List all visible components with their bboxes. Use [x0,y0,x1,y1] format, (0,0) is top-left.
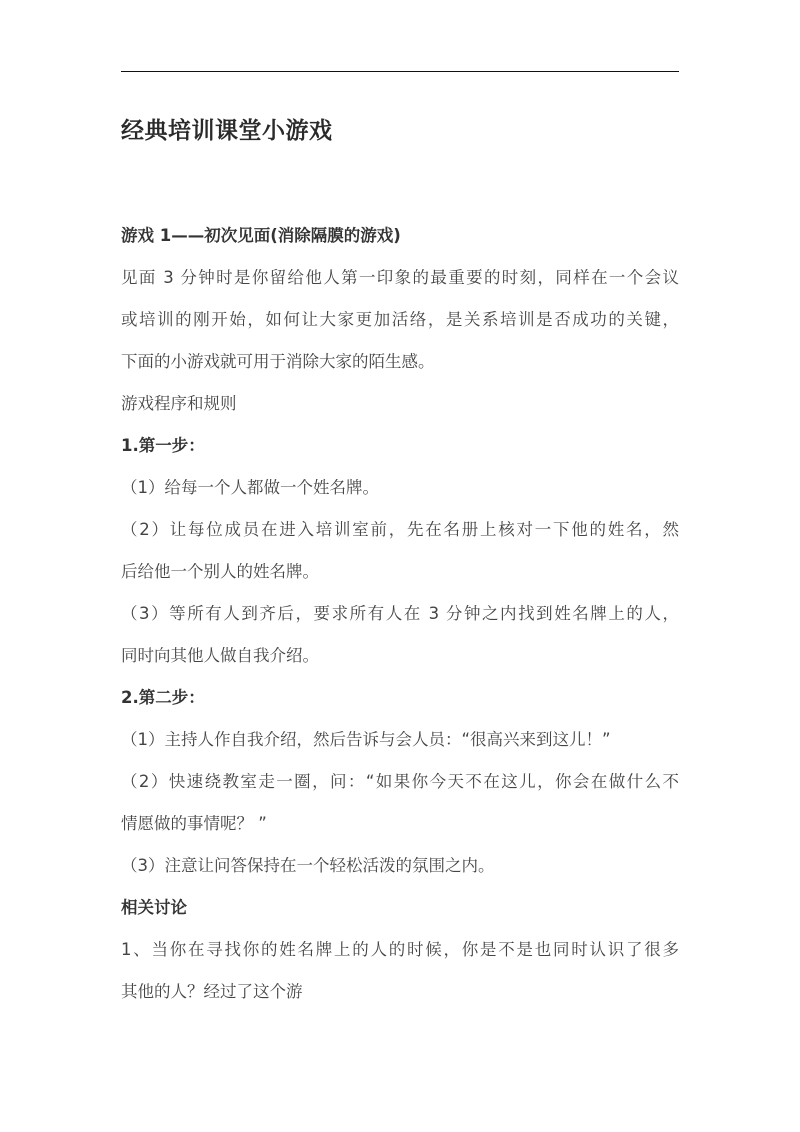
intro-line-1: 见面 3 分钟时是你留给他人第一印象的最重要的时刻，同样在一个会议 [121,268,679,287]
step-1-item-2-cont: 后给他一个别人的姓名牌。 [121,562,319,581]
intro-line-2: 或培训的刚开始，如何让大家更加活络，是关系培训是否成功的关键， [121,310,679,329]
step-2-item-2-cont: 情愿做的事情呢？ ” [121,814,267,833]
step-1-item-1: （1）给每一个人都做一个姓名牌。 [121,478,379,497]
section-heading-game-1: 游戏 1——初次见面(消除隔膜的游戏) [121,226,401,245]
document-title: 经典培训课堂小游戏 [121,118,333,144]
discussion-heading: 相关讨论 [121,898,187,917]
procedure-label: 游戏程序和规则 [121,394,237,413]
header-rule [121,71,679,72]
discussion-item-1-cont: 其他的人？经过了这个游 [121,982,303,1001]
step-2-item-2: （2）快速绕教室走一圈，问：“如果你今天不在这儿，你会在做什么不 [121,772,679,791]
step-1-item-3-cont: 同时向其他人做自我介绍。 [121,646,319,665]
step-2-item-3: （3）注意让问答保持在一个轻松活泼的氛围之内。 [121,856,495,875]
intro-line-3: 下面的小游戏就可用于消除大家的陌生感。 [121,352,435,371]
step-1-heading: 1.第一步： [121,436,205,455]
discussion-item-1: 1、当你在寻找你的姓名牌上的人的时候，你是不是也同时认识了很多 [121,940,679,959]
step-1-item-2: （2）让每位成员在进入培训室前，先在名册上核对一下他的姓名，然 [121,520,679,539]
step-2-item-1: （1）主持人作自我介绍，然后告诉与会人员：“很高兴来到这儿！” [121,730,611,749]
step-2-heading: 2.第二步： [121,688,205,707]
step-1-item-3: （3）等所有人到齐后，要求所有人在 3 分钟之内找到姓名牌上的人， [121,604,679,623]
